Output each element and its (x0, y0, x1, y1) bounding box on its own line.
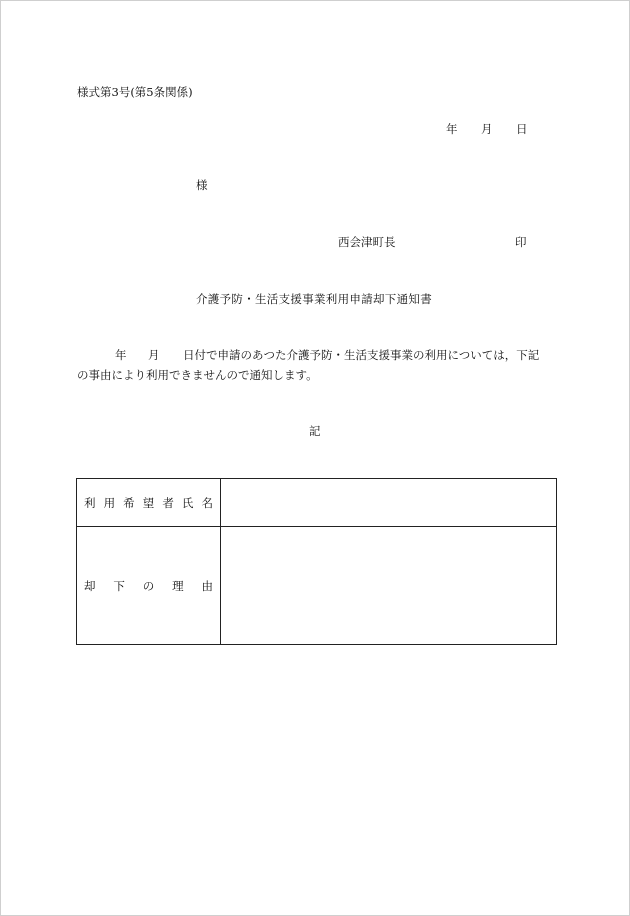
notice-table (76, 478, 557, 645)
seal-mark: 印 (515, 235, 527, 249)
label-char: 理 (172, 578, 184, 593)
rejection-reason-label (77, 527, 220, 644)
date-year-label: 年 (446, 122, 458, 136)
label-char: 名 (201, 495, 213, 510)
issuer-name: 西会津町長 (338, 235, 396, 249)
ki-heading: 記 (309, 424, 321, 438)
label-char: 用 (103, 495, 116, 510)
body-month-label: 月 (148, 348, 160, 362)
applicant-name-label (77, 479, 220, 526)
date-month-label: 月 (481, 122, 493, 136)
body-text-line2: の事由により利用できませんので通知します。 (77, 368, 318, 382)
label-char: 希 (123, 495, 135, 510)
label-char: 却 (84, 578, 96, 593)
label-char: 下 (113, 578, 125, 593)
applicant-name-value[interactable] (221, 479, 557, 527)
form-number: 様式第3号(第5条関係) (77, 85, 193, 99)
label-char: 者 (162, 495, 174, 510)
body-text-line1: 日付で申請のあつた介護予防・生活支援事業の利用については，下記 (183, 348, 540, 362)
applicant-name-label-cell (77, 479, 221, 527)
table-row (77, 479, 557, 527)
rejection-reason-label-cell (77, 527, 221, 645)
document-title: 介護予防・生活支援事業利用申請却下通知書 (196, 292, 432, 306)
recipient-suffix: 様 (196, 178, 208, 192)
label-char: の (142, 578, 155, 593)
label-char: 利 (84, 495, 96, 510)
rejection-reason-value[interactable] (221, 527, 557, 645)
body-year-label: 年 (115, 348, 127, 362)
label-char: 氏 (181, 495, 194, 510)
table-row (77, 527, 557, 645)
label-char: 由 (201, 578, 213, 593)
label-char: 望 (142, 495, 155, 510)
date-day-label: 日 (516, 122, 528, 136)
